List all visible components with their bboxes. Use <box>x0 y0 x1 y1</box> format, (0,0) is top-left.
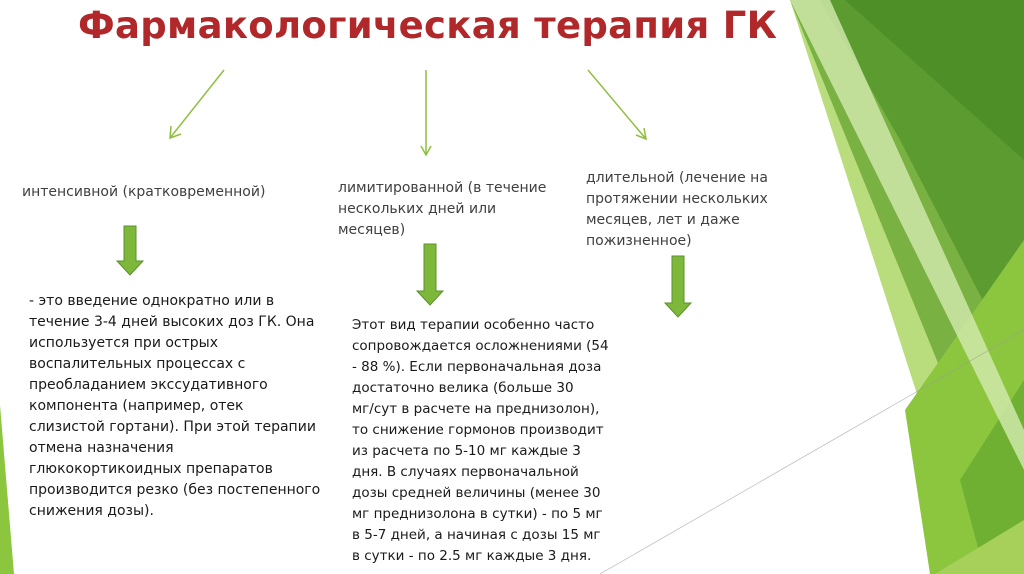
heading-line: протяжении нескольких <box>586 191 768 207</box>
heading-line: месяцев, лет и даже <box>586 212 740 228</box>
description-line: мг преднизолона в сутки) - по 5 мг <box>352 506 603 522</box>
description-line: снижения дозы). <box>29 503 154 519</box>
heading-line: интенсивной (кратковременной) <box>22 184 266 200</box>
connector-arrow-left <box>170 70 224 138</box>
description-line: преобладанием экссудативного <box>29 377 268 393</box>
description-line: дозы средней величины (менее 30 <box>352 485 601 501</box>
block-arrow-right <box>665 256 691 317</box>
description-limited <box>352 315 609 567</box>
heading-long-term <box>586 168 768 252</box>
description-line: - 88 %). Если первоначальная доза <box>352 359 602 375</box>
description-line: отмена назначения <box>29 440 174 456</box>
block-arrow-left <box>117 226 143 275</box>
heading-line: лимитированной (в течение <box>338 180 547 196</box>
description-intensive <box>29 291 320 522</box>
description-line: - это введение однократно или в <box>29 293 275 309</box>
description-line: из расчета по 5-10 мг каждые 3 <box>352 443 581 459</box>
description-line: мг/сут в расчете на преднизолон), <box>352 401 600 417</box>
description-line: достаточно велика (больше 30 <box>352 380 574 396</box>
description-line: сопровождается осложнениями (54 <box>352 338 609 354</box>
slide-title: Фармакологическая терапия ГК <box>78 4 778 47</box>
description-line: слизистой гортани). При этой терапии <box>29 419 316 435</box>
heading-line: месяцев) <box>338 222 406 238</box>
heading-line: нескольких дней или <box>338 201 497 217</box>
description-line: течение 3-4 дней высоких доз ГК. Она <box>29 314 315 330</box>
description-line: в сутки - по 2.5 мг каждые 3 дня. <box>352 548 592 564</box>
description-line: в 5-7 дней, а начиная с дозы 15 мг <box>352 527 601 543</box>
description-line: производится резко (без постепенного <box>29 482 321 498</box>
description-line: то снижение гормонов производит <box>352 422 604 438</box>
description-line: Этот вид терапии особенно часто <box>352 317 595 333</box>
heading-intensive <box>22 182 265 203</box>
block-arrow-center <box>417 244 443 305</box>
description-line: компонента (например, отек <box>29 398 244 414</box>
heading-limited <box>338 178 546 241</box>
heading-line: пожизненное) <box>586 233 692 249</box>
description-line: глюкокортикоидных препаратов <box>29 461 273 477</box>
connector-arrow-right <box>588 70 646 139</box>
heading-line: длительной (лечение на <box>586 170 768 186</box>
description-line: воспалительных процессах с <box>29 356 246 372</box>
connector-arrow-center <box>421 70 431 155</box>
description-line: дня. В случаях первоначальной <box>352 464 579 480</box>
description-line: используется при острых <box>29 335 219 351</box>
